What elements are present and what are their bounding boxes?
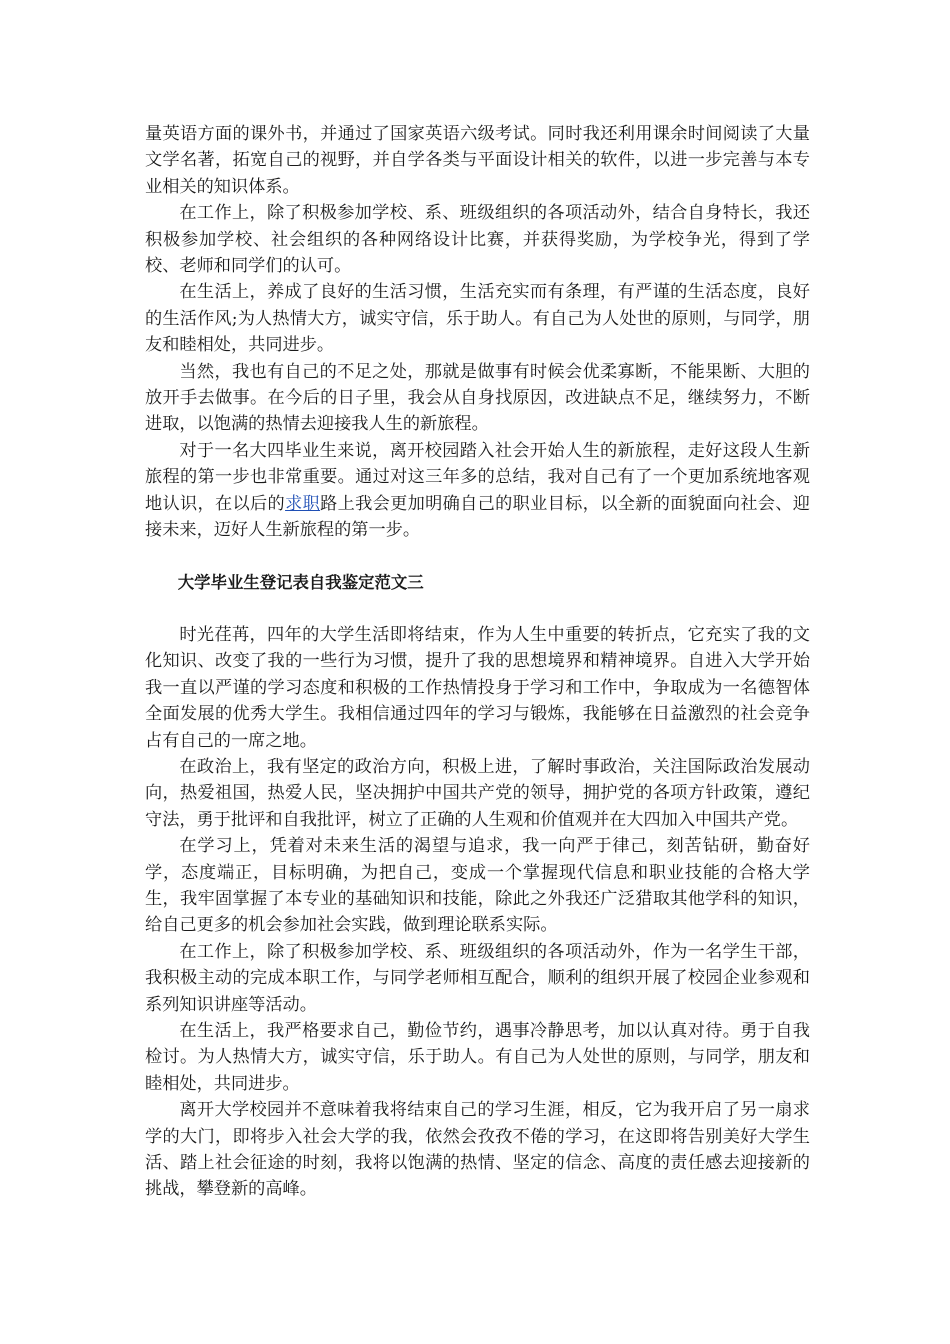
paragraph-work-2: 在工作上，除了积极参加学校、系、班级组织的各项活动外，作为一名学生干部，我积极主动的完成本职工作，与同学老师相互配合，顺利的组织开展了校园企业参观和系列知识讲座等活动。 xyxy=(145,941,810,1015)
paragraph-shortcomings: 当然，我也有自己的不足之处，那就是做事有时候会优柔寡断，不能果断、大胆的放开手去做事。在今后的日子里，我会从自身找原因，改进缺点不足，继续努力，不断进取，以饱满的热情去迎接我人生的新旅程。 xyxy=(145,361,810,435)
paragraph-conclusion-text-after: 路上我会更加明确自己的职业目标，以全新的面貌面向社会、迎接未来，迈好人生新旅程的第一步。 xyxy=(145,493,810,541)
paragraph-intro: 时光荏苒，四年的大学生活即将结束，作为人生中重要的转折点，它充实了我的文化知识、改变了我的一些行为习惯，提升了我的思想境界和精神境界。自进入大学开始我一直以严谨的学习态度和积极的工作热情投身于学习和工作中，争取成为一名德智体全面发展的优秀大学生。我相信通过四年的学习与锻炼，我能够在日益激烈的社会竞争占有自己的一席之地。 xyxy=(145,624,810,751)
paragraph-continuation: 量英语方面的课外书，并通过了国家英语六级考试。同时我还利用课余时间阅读了大量文学名著，拓宽自己的视野，并自学各类与平面设计相关的软件，以进一步完善与本专业相关的知识体系。 xyxy=(145,124,810,197)
paragraph-politics: 在政治上，我有坚定的政治方向，积极上进，了解时事政治，关注国际政治发展动向，热爱祖国，热爱人民，坚决拥护中国共产党的领导，拥护党的各项方针政策，遵纪守法，勇于批评和自我批评，树立了正确的人生观和价值观并在大四加入中国共产党。 xyxy=(145,756,810,830)
paragraph-closing: 离开大学校园并不意味着我将结束自己的学习生涯，相反，它为我开启了另一扇求学的大门，即将步入社会大学的我，依然会孜孜不倦的学习，在这即将告别美好大学生活、踏上社会征途的时刻，我将以饱满的热情、坚定的信念、高度的责任感去迎接新的挑战，攀登新的高峰。 xyxy=(145,1100,810,1200)
paragraph-life: 在生活上，养成了良好的生活习惯，生活充实而有条理，有严谨的生活态度，良好的生活作风;为人热情大方，诚实守信，乐于助人。有自己为人处世的原则，与同学，朋友和睦相处，共同进步。 xyxy=(145,282,810,356)
paragraph-life-2: 在生活上，我严格要求自己，勤俭节约，遇事冷静思考，加以认真对待。勇于自我检讨。为人热情大方，诚实守信，乐于助人。有自己为人处世的原则，与同学，朋友和睦相处，共同进步。 xyxy=(145,1021,810,1094)
section-heading: 大学毕业生登记表自我鉴定范文三 xyxy=(177,572,424,592)
paragraph-work: 在工作上，除了积极参加学校、系、班级组织的各项活动外，结合自身特长，我还积极参加学校、社会组织的各种网络设计比赛，并获得奖励，为学校争光，得到了学校、老师和同学们的认可。 xyxy=(145,203,810,277)
paragraph-conclusion xyxy=(145,438,810,544)
document-page xyxy=(145,121,810,1203)
paragraph-conclusion-text-before: 对于一名大四毕业生来说，离开校园踏入社会开始人生的新旅程，走好这段人生新旅程的第一步也非常重要。通过对这三年多的总结，我对自己有了一个更加系统地客观地认识，在以后的 xyxy=(145,440,810,514)
paragraph-study: 在学习上，凭着对未来生活的渴望与追求，我一向严于律己，刻苦钻研，勤奋好学，态度端正，目标明确，为把自己，变成一个掌握现代信息和职业技能的合格大学生，我牢固掌握了本专业的基础知识和技能，除此之外我还广泛猎取其他学科的知识，给自己更多的机会参加社会实践，做到理论联系实际。 xyxy=(145,836,810,936)
job-hunting-link[interactable]: 求职 xyxy=(285,493,321,514)
